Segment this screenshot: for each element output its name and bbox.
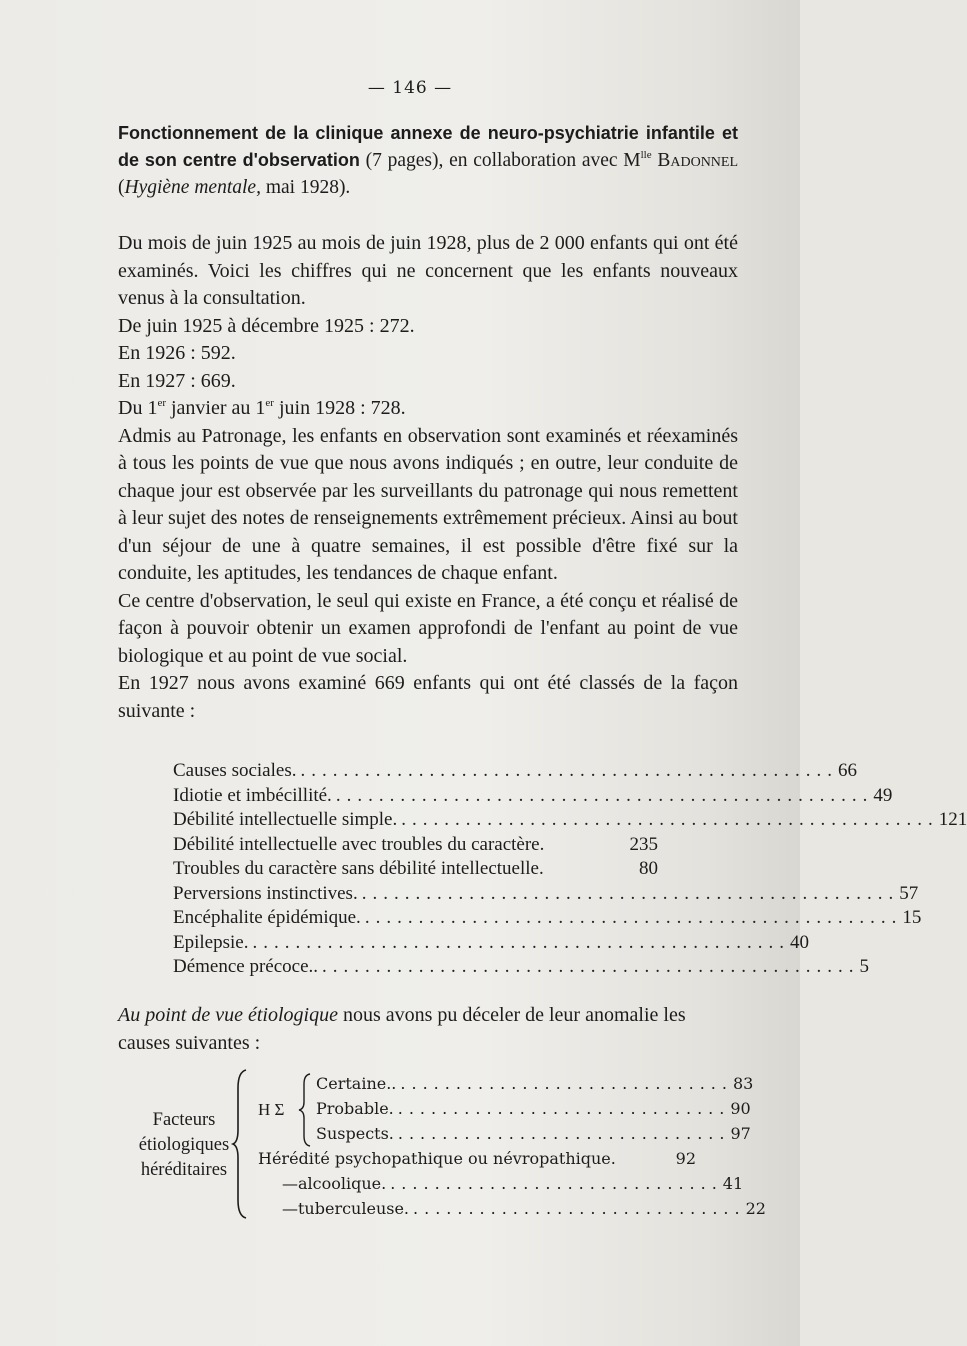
heading-pages: (7 pages), en collaboration — [365, 150, 577, 171]
paragraph-4: En 1927 nous avons examiné 669 enfants qui ont été classés de la façon suivante : — [118, 672, 738, 722]
figure-line-4: Du 1er janvier au 1er juin 1928 : 728. — [118, 397, 406, 419]
factor-row: Probable. .............................. 90 — [316, 1099, 751, 1118]
table-row: Troubles du caractère sans débilité intellectuelle. 80 — [173, 858, 658, 879]
etiology-rest: nous avons pu déceler de leur anomalie les causes suivantes : — [118, 1004, 686, 1054]
figure-line-3: En 1927 : 669. — [118, 369, 236, 392]
heading-with-sup: lle — [640, 149, 652, 161]
heading-collaborator: Badonnel — [657, 150, 739, 171]
factors-group-label: Facteurs étiologiques héréditaires — [138, 1110, 230, 1180]
heading-with: avec M — [581, 150, 641, 171]
table-row: Encéphalite épidémique. .................................................. 15 — [173, 907, 922, 928]
table-row: Perversions instinctives. .................................................. 57 — [173, 882, 919, 904]
hs-symbol: H Σ — [258, 1100, 285, 1119]
table-row: Démence précoce.. .................................................. 5 — [173, 956, 870, 977]
table-row: Débilité intellectuelle simple. .................................................. 121 — [173, 809, 967, 830]
factor-row: Hérédité psychopathique ou névropathique. 92 — [258, 1149, 696, 1168]
factor-row: — tuberculeuse. .............................. 22 — [282, 1199, 766, 1218]
table-row: Idiotie et imbécillité. .................................................. 49 — [173, 784, 893, 806]
page-number: — 146 — — [367, 78, 453, 98]
etiology-paragraph — [118, 1002, 738, 1057]
heading-bold-title: Fonctionnement de la clinique annexe de neuro-psychiatrie infantile et de son centre d'observation — [118, 123, 738, 170]
big-brace-icon — [232, 1068, 252, 1220]
small-brace-icon — [298, 1072, 314, 1148]
paragraph-2: Admis au Patronage, les enfants en observation sont examinés et réexaminés à tous les points de vue que nous avons indiqués ; en outre, leur conduite de chaque jour est observée par les surveillants du patronage qui nous remettent à leur sujet des notes de renseignements extrêmement précieux. Ainsi au bout d'un séjour de une à quatre semaines, il est possible d'être fixé sur la conduite, les aptitudes, les tendances de chaque enfant. — [118, 424, 738, 584]
figure-line-2: En 1926 : 592. — [118, 342, 236, 364]
factor-row: Suspects. .............................. 97 — [316, 1124, 751, 1143]
factor-row: Certaine.. .............................. 83 — [316, 1074, 754, 1093]
table-row: Causes sociales. .................................................. 66 — [173, 760, 857, 781]
factor-row: — alcoolique. .............................. 41 — [282, 1174, 744, 1193]
table-row: Epilepsie. .................................................. 40 — [173, 931, 809, 953]
classification-table — [173, 760, 967, 981]
heading-journal-open: ( — [118, 177, 125, 198]
etiology-italic: Au point de vue étiologique — [118, 1004, 338, 1026]
body-text — [118, 230, 738, 725]
paragraph-3: Ce centre d'observation, le seul qui existe en France, a été conçu et réalisé de façon à pouvoir obtenir un examen approfondi de l'enfant au point de vue biologique et au point de vue social. — [118, 589, 738, 667]
heading-journal-date: mai 1928). — [265, 177, 351, 198]
paragraph-1: Du mois de juin 1925 au mois de juin 1928, plus de 2 000 enfants qui ont été examinés. Voici les chiffres qui ne concernent que les enfants nouveaux venus à la consultation. — [118, 232, 738, 309]
heading-journal: Hygiène mentale, — [124, 177, 261, 198]
publication-heading — [118, 120, 738, 201]
figure-line-1: De juin 1925 à décembre 1925 : 272. — [118, 314, 415, 337]
table-row: Débilité intellectuelle avec troubles du caractère. 235 — [173, 833, 658, 855]
